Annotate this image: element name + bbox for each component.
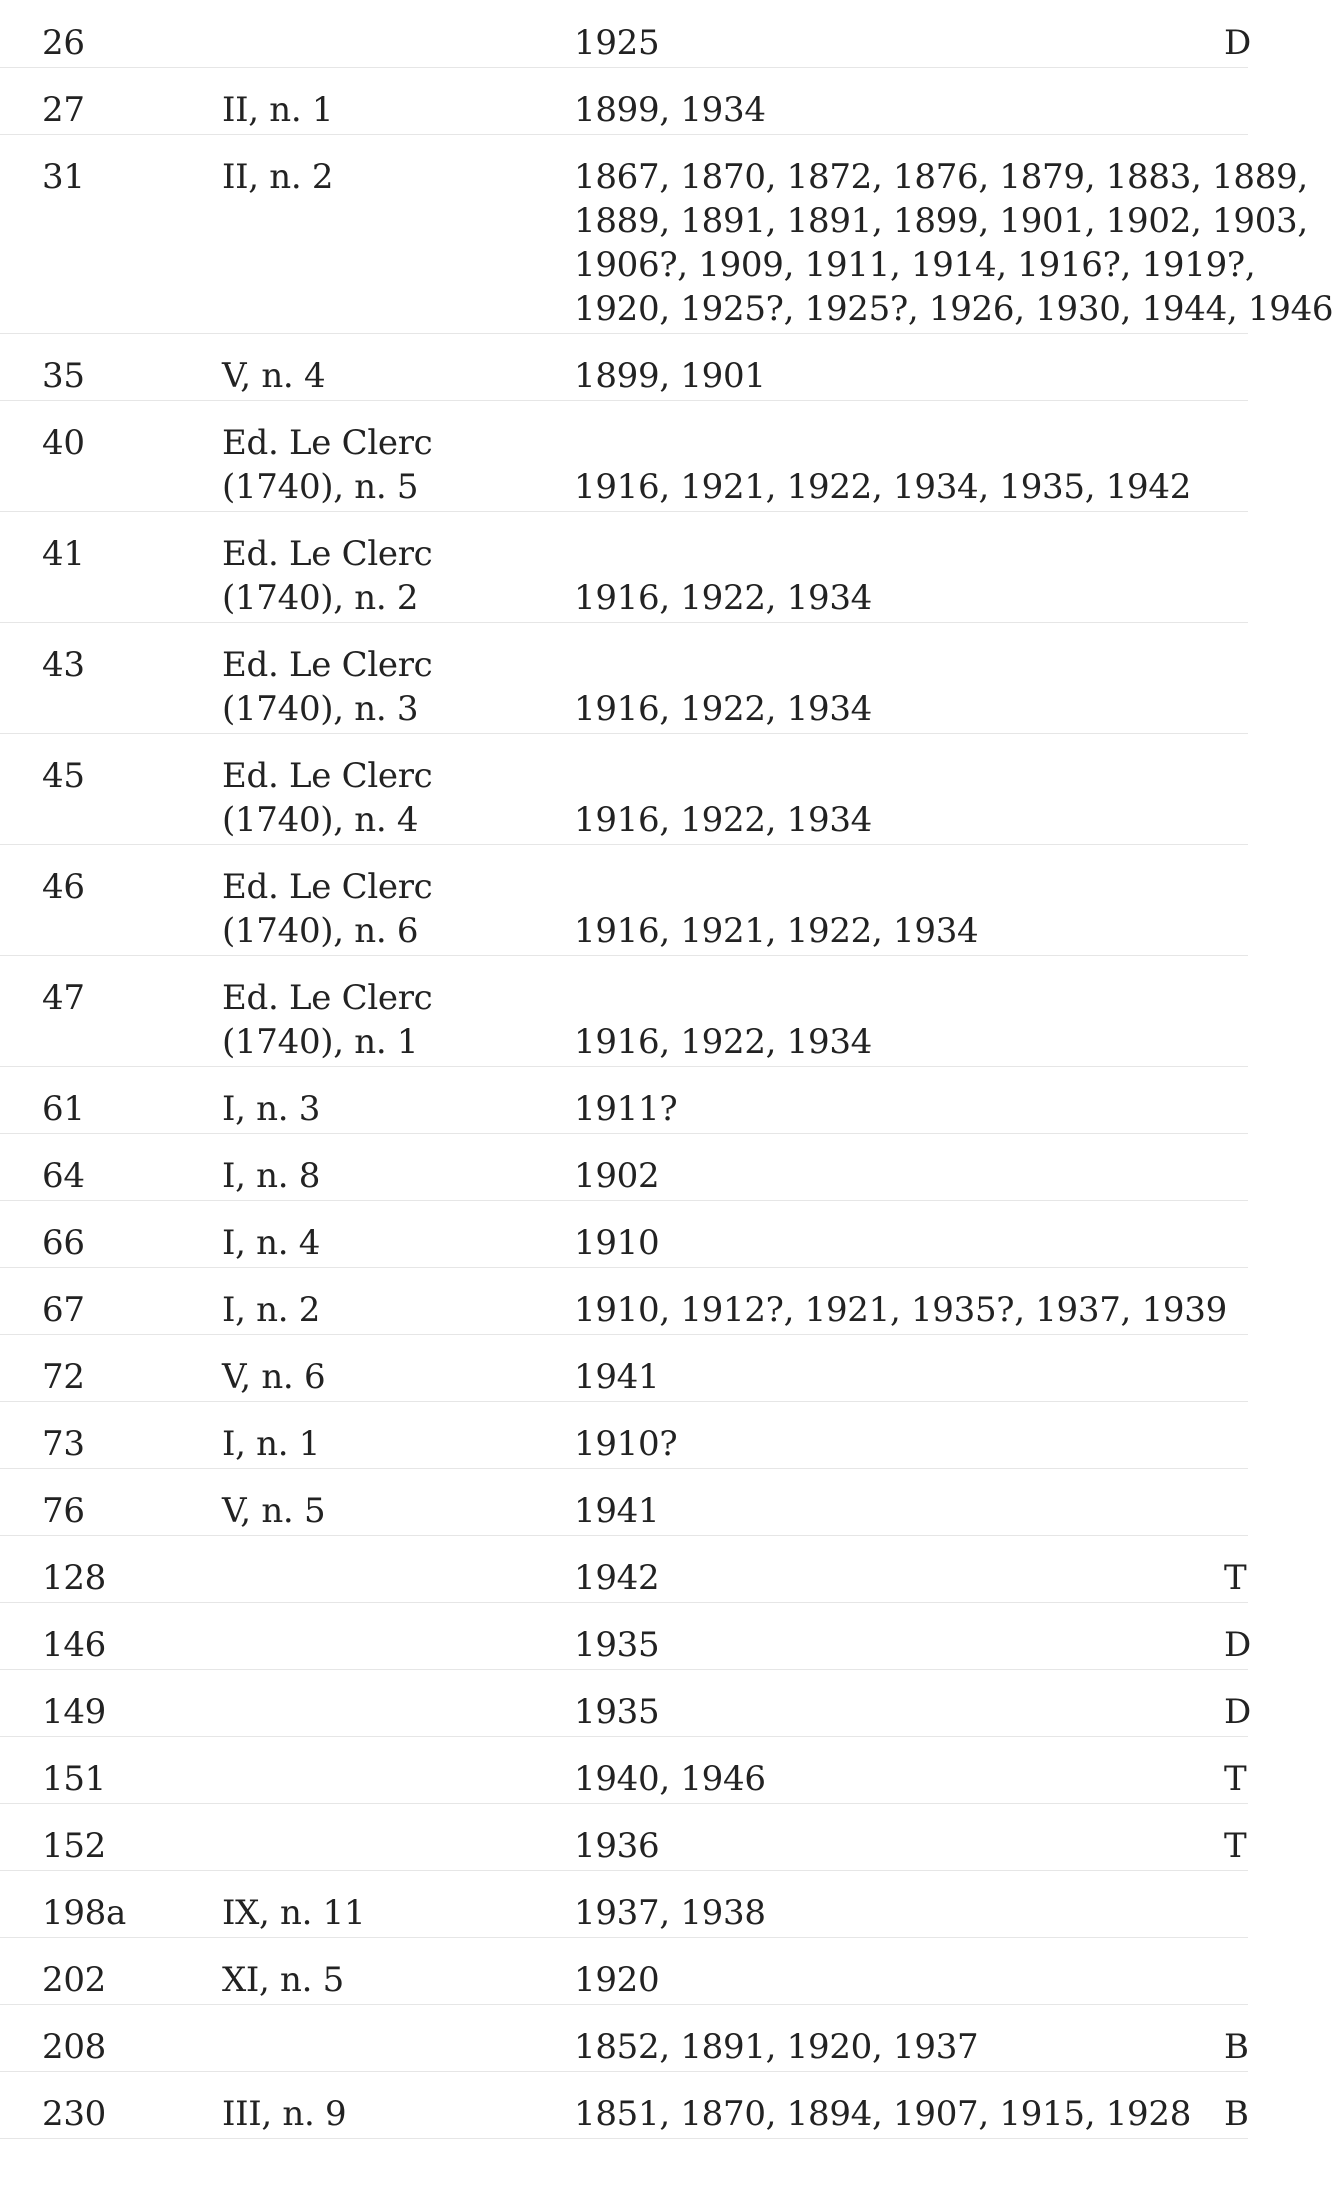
edition-reference <box>222 976 432 1064</box>
table-row <box>0 844 1248 956</box>
years-line: 1911? <box>574 1089 678 1129</box>
edition-reference <box>222 1355 325 1399</box>
years-line: 1925 <box>574 23 660 63</box>
edition-reference <box>222 155 333 199</box>
edition-reference <box>222 1891 365 1935</box>
edition-reference-line: II, n. 2 <box>222 157 334 197</box>
edition-reference-line: (1740), n. 4 <box>222 800 419 840</box>
entry-number: 40 <box>42 423 85 463</box>
entry-number: 72 <box>42 1357 85 1397</box>
entry-number: 152 <box>42 1826 106 1866</box>
years-line: 1941 <box>574 1491 660 1531</box>
table-row <box>0 2071 1248 2139</box>
entry-number: 198a <box>42 1893 126 1933</box>
years-list <box>574 2092 1191 2136</box>
edition-reference <box>222 354 325 398</box>
table-row <box>0 333 1248 401</box>
years-line <box>574 532 872 576</box>
note-letter: B <box>1224 2094 1249 2134</box>
note-letter: T <box>1224 1759 1247 1799</box>
edition-reference-line: V, n. 6 <box>222 1357 326 1397</box>
table-row <box>0 955 1248 1067</box>
years-line: 1937, 1938 <box>574 1893 766 1933</box>
edition-reference-line: Ed. Le Clerc <box>222 534 433 574</box>
years-line: 1910? <box>574 1424 678 1464</box>
note-letter: T <box>1224 1558 1247 1598</box>
years-line: 1916, 1922, 1934 <box>574 1022 873 1062</box>
table-row <box>0 400 1248 512</box>
edition-reference-line: (1740), n. 3 <box>222 689 419 729</box>
edition-reference <box>222 865 432 953</box>
table-row <box>0 1803 1248 1871</box>
table-row <box>0 1133 1248 1201</box>
years-list <box>574 1623 659 1667</box>
years-line: 1910, 1912?, 1921, 1935?, 1937, 1939 <box>574 1290 1227 1330</box>
years-list <box>574 1288 1227 1332</box>
edition-reference <box>222 1489 325 1533</box>
entry-number: 128 <box>42 1558 106 1598</box>
entry-number: 67 <box>42 1290 85 1330</box>
years-line: 1916, 1921, 1922, 1934, 1935, 1942 <box>574 467 1192 507</box>
table-row <box>0 1468 1248 1536</box>
table-row <box>0 1334 1248 1402</box>
years-line: 1936 <box>574 1826 660 1866</box>
years-line <box>574 421 1191 465</box>
years-line: 1916, 1922, 1934 <box>574 689 873 729</box>
note-letter: B <box>1224 2027 1249 2067</box>
years-line: 1935 <box>574 1692 660 1732</box>
table-row <box>0 1669 1251 1737</box>
edition-reference-line: (1740), n. 1 <box>222 1022 419 1062</box>
entry-number: 230 <box>42 2094 106 2134</box>
years-line: 1935 <box>574 1625 660 1665</box>
edition-reference-line: Ed. Le Clerc <box>222 867 433 907</box>
table-row <box>0 0 1251 68</box>
entry-number: 27 <box>42 90 85 130</box>
years-list <box>574 1355 659 1399</box>
edition-reference-line: II, n. 1 <box>222 90 334 130</box>
edition-reference-line: III, n. 9 <box>222 2094 347 2134</box>
edition-reference-line: I, n. 2 <box>222 1290 321 1330</box>
edition-reference-line: Ed. Le Clerc <box>222 756 433 796</box>
edition-reference <box>222 1087 320 1131</box>
years-list <box>574 1221 659 1265</box>
years-line <box>574 976 872 1020</box>
entry-number: 61 <box>42 1089 85 1129</box>
years-list <box>574 643 872 731</box>
years-list <box>574 2025 978 2069</box>
edition-reference-line: (1740), n. 2 <box>222 578 419 618</box>
years-line <box>574 643 872 687</box>
edition-reference-line: Ed. Le Clerc <box>222 645 433 685</box>
years-list <box>574 1824 659 1868</box>
years-line: 1852, 1891, 1920, 1937 <box>574 2027 979 2067</box>
years-list <box>574 1087 677 1131</box>
entry-number: 73 <box>42 1424 85 1464</box>
edition-reference <box>222 1154 320 1198</box>
years-list <box>574 532 872 620</box>
years-list <box>574 1757 766 1801</box>
table-row <box>0 67 1248 135</box>
table-row <box>0 1870 1248 1938</box>
years-line: 1867, 1870, 1872, 1876, 1879, 1883, 1889, <box>574 157 1308 197</box>
edition-reference-line: I, n. 8 <box>222 1156 321 1196</box>
table-row <box>0 622 1248 734</box>
table-row <box>0 1401 1248 1469</box>
years-line: 1920, 1925?, 1925?, 1926, 1930, 1944, 1946 <box>574 289 1333 329</box>
years-list <box>574 1690 659 1734</box>
years-line: 1902 <box>574 1156 660 1196</box>
years-line: 1941 <box>574 1357 660 1397</box>
years-line <box>574 865 978 909</box>
note-letter: T <box>1224 1826 1247 1866</box>
years-list <box>574 155 1333 331</box>
note-letter: D <box>1224 23 1251 63</box>
years-list <box>574 354 766 398</box>
table-row <box>0 1535 1248 1603</box>
edition-reference-line: V, n. 4 <box>222 356 326 396</box>
years-list <box>574 1958 659 2002</box>
years-list <box>574 1556 659 1600</box>
table-row <box>0 1267 1248 1335</box>
edition-reference <box>222 1422 320 1466</box>
table-row <box>0 2004 1248 2072</box>
edition-reference <box>222 1958 344 2002</box>
years-line: 1916, 1921, 1922, 1934 <box>574 911 979 951</box>
edition-reference <box>222 88 333 132</box>
edition-reference-line: (1740), n. 5 <box>222 467 419 507</box>
years-list <box>574 865 978 953</box>
years-line: 1920 <box>574 1960 660 2000</box>
years-line: 1942 <box>574 1558 660 1598</box>
table-row <box>0 1736 1248 1804</box>
edition-reference-line: I, n. 4 <box>222 1223 321 1263</box>
years-line: 1916, 1922, 1934 <box>574 800 873 840</box>
entry-number: 202 <box>42 1960 106 2000</box>
years-line <box>574 754 872 798</box>
years-line: 1851, 1870, 1894, 1907, 1915, 1928 <box>574 2094 1192 2134</box>
entry-number: 149 <box>42 1692 106 1732</box>
years-line: 1916, 1922, 1934 <box>574 578 873 618</box>
edition-reference-line: I, n. 1 <box>222 1424 321 1464</box>
years-line: 1910 <box>574 1223 660 1263</box>
edition-reference-line: I, n. 3 <box>222 1089 321 1129</box>
edition-reference-line: Ed. Le Clerc <box>222 978 433 1018</box>
entry-number: 151 <box>42 1759 106 1799</box>
edition-reference-line: IX, n. 11 <box>222 1893 366 1933</box>
entry-number: 208 <box>42 2027 106 2067</box>
years-list <box>574 1422 677 1466</box>
years-line: 1899, 1901 <box>574 356 766 396</box>
edition-reference-line: Ed. Le Clerc <box>222 423 433 463</box>
entry-number: 46 <box>42 867 85 907</box>
edition-reference-line: XI, n. 5 <box>222 1960 344 2000</box>
entry-number: 26 <box>42 23 85 63</box>
edition-reference <box>222 1288 320 1332</box>
edition-reference <box>222 532 432 620</box>
years-list <box>574 88 766 132</box>
years-list <box>574 976 872 1064</box>
years-list <box>574 21 659 65</box>
years-list <box>574 1154 659 1198</box>
table-row <box>0 511 1248 623</box>
edition-reference <box>222 2092 346 2136</box>
entry-number: 35 <box>42 356 85 396</box>
years-list <box>574 1891 766 1935</box>
entry-number: 31 <box>42 157 85 197</box>
edition-reference <box>222 421 432 509</box>
entry-number: 66 <box>42 1223 85 1263</box>
edition-reference <box>222 1221 320 1265</box>
edition-reference-line: V, n. 5 <box>222 1491 326 1531</box>
entry-number: 47 <box>42 978 85 1018</box>
entry-number: 64 <box>42 1156 85 1196</box>
entry-number: 76 <box>42 1491 85 1531</box>
years-list <box>574 1489 659 1533</box>
note-letter: D <box>1224 1625 1251 1665</box>
years-line: 1889, 1891, 1891, 1899, 1901, 1902, 1903, <box>574 201 1308 241</box>
entry-number: 146 <box>42 1625 106 1665</box>
years-line: 1940, 1946 <box>574 1759 766 1799</box>
years-list <box>574 421 1191 509</box>
entry-number: 45 <box>42 756 85 796</box>
edition-reference-line: (1740), n. 6 <box>222 911 419 951</box>
table-row <box>0 1200 1248 1268</box>
years-list <box>574 754 872 842</box>
table-row <box>0 134 1333 334</box>
table-row <box>0 1602 1251 1670</box>
entry-number: 43 <box>42 645 85 685</box>
years-line: 1899, 1934 <box>574 90 766 130</box>
edition-reference <box>222 643 432 731</box>
note-letter: D <box>1224 1692 1251 1732</box>
table-row <box>0 1937 1248 2005</box>
entry-number: 41 <box>42 534 85 574</box>
edition-reference <box>222 754 432 842</box>
table-row <box>0 733 1248 845</box>
years-line: 1906?, 1909, 1911, 1914, 1916?, 1919?, <box>574 245 1256 285</box>
table-row <box>0 1066 1248 1134</box>
